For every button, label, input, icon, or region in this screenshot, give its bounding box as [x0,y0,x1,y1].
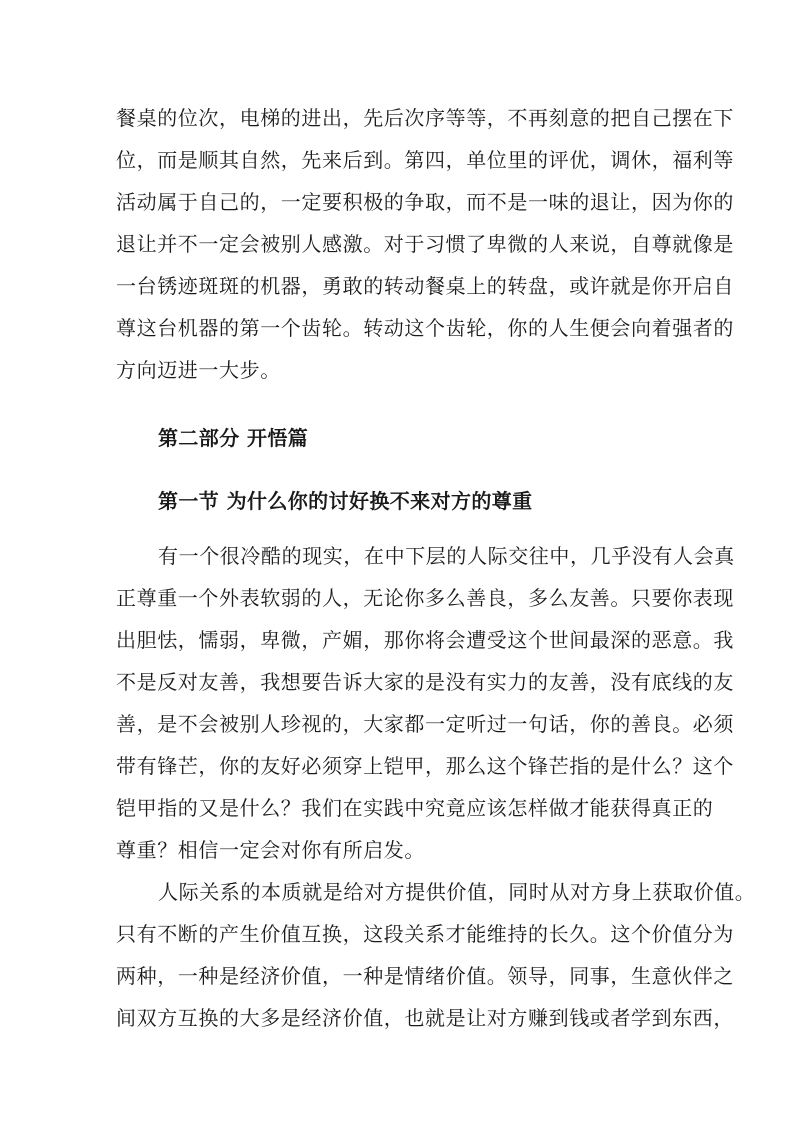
text-line: 两种，一种是经济价值，一种是情绪价值。领导，同事，生意伙伴之 [116,964,734,988]
text-line: 一台锈迹斑斑的机器，勇敢的转动餐桌上的转盘，或许就是你开启自 [116,274,734,298]
text-line: 尊重？相信一定会对你有所启发。 [116,838,425,862]
text-line: 善，是不会被别人珍视的，大家都一定听过一句话，你的善良。必须 [116,712,734,736]
text-line: 方向迈进一大步。 [116,358,281,382]
part-heading: 第二部分 开悟篇 [158,426,309,450]
text-line: 有一个很冷酷的现实，在中下层的人际交往中，几乎没有人会真 [158,544,735,568]
text-line: 带有锋芒，你的友好必须穿上铠甲，那么这个锋芒指的是什么？这个 [116,754,734,778]
text-line: 活动属于自己的，一定要积极的争取，而不是一味的退让，因为你的 [116,190,734,214]
text-line: 出胆怯，懦弱，卑微，产媚，那你将会遭受这个世间最深的恶意。我 [116,628,734,652]
text-line: 正尊重一个外表软弱的人，无论你多么善良，多么友善。只要你表现 [116,586,734,610]
text-line: 间双方互换的大多是经济价值，也就是让对方赚到钱或者学到东西， [116,1006,734,1030]
text-line: 只有不断的产生价值互换，这段关系才能维持的长久。这个价值分为 [116,922,734,946]
text-line: 位，而是顺其自然，先来后到。第四，单位里的评优，调休，福利等 [116,148,734,172]
text-line: 退让并不一定会被别人感激。对于习惯了卑微的人来说，自尊就像是 [116,232,734,256]
text-line: 餐桌的位次，电梯的进出，先后次序等等，不再刻意的把自己摆在下 [116,106,734,130]
text-line: 铠甲指的又是什么？我们在实践中究竟应该怎样做才能获得真正的 [116,796,714,820]
text-line: 人际关系的本质就是给对方提供价值，同时从对方身上获取价值。 [158,880,756,904]
section-heading: 第一节 为什么你的讨好换不来对方的尊重 [158,489,533,513]
text-line: 不是反对友善，我想要告诉大家的是没有实力的友善，没有底线的友 [116,670,734,694]
text-line: 尊这台机器的第一个齿轮。转动这个齿轮，你的人生便会向着强者的 [116,316,734,340]
